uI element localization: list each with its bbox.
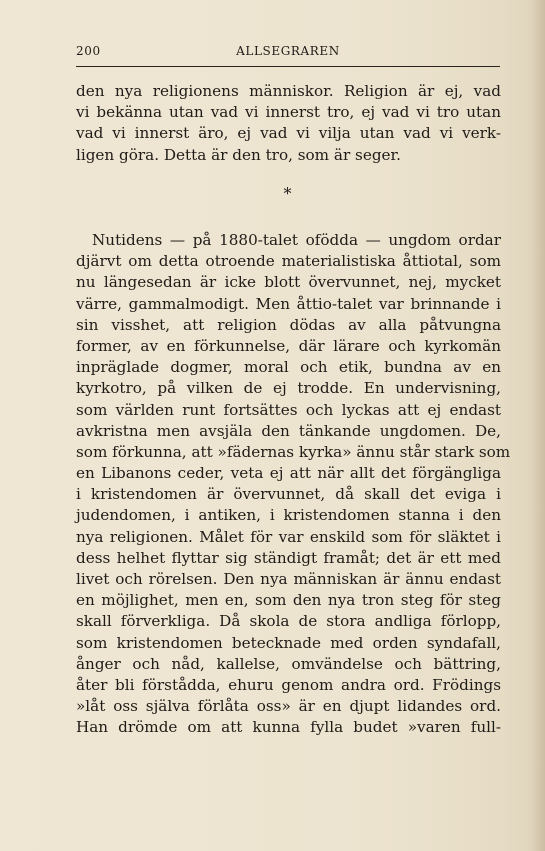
header-rule (76, 66, 500, 67)
text-line: ånger och nåd, kallelse, omvändelse och bättring, (76, 654, 501, 673)
text-line: kyrkotro, på vilken de ej trodde. En undervisning, (76, 379, 501, 398)
text-line: former, av en förkunnelse, där lärare och kyrkomän (76, 336, 501, 355)
page-edge-shadow (531, 0, 545, 851)
paragraph-1 (76, 81, 501, 166)
text-line: nu längesedan är icke blott övervunnet, nej, mycket (76, 273, 501, 292)
text-line: en möjlighet, men en, som den nya tron steg för steg (76, 591, 501, 610)
text-line: den nya religionens människor. Religion är ej, vad (76, 82, 501, 100)
section-divider-asterisk: * (283, 184, 292, 203)
text-line: värre, gammalmodigt. Men åttio-talet var brinnande i (76, 294, 501, 313)
page-header (76, 44, 500, 64)
text-line: skall förverkliga. Då skola de stora andliga förlopp, (76, 612, 501, 631)
text-line: djärvt om detta otroende materialistiska åttiotal, som (76, 252, 501, 271)
text-line: sin visshet, att religion dödas av alla påtvungna (76, 315, 501, 334)
page-number: 200 (76, 44, 101, 58)
running-title: ALLSEGRAREN (236, 44, 340, 58)
text-line: dess helhet flyttar sig ständigt framåt; det är ett med (76, 548, 501, 567)
text-line: Han drömde om att kunna fylla budet »varen full- (76, 718, 501, 737)
text-line: livet och rörelsen. Den nya människan är ännu endast (76, 570, 501, 588)
text-line: judendomen, i antiken, i kristendomen stanna i den (76, 506, 501, 525)
text-line: åter bli förstådda, ehuru genom andra ord. Frödings (76, 675, 501, 694)
text-line: som kristendomen betecknade med orden syndafall, (76, 633, 501, 652)
text-line: som förkunna, att »fädernas kyrka» ännu står stark som (76, 442, 511, 461)
text-line: som världen runt fortsättes och lyckas att ej endast (76, 400, 501, 419)
text-line: vi bekänna utan vad vi innerst tro, ej vad vi tro utan (76, 103, 501, 122)
text-line: ligen göra. Detta är den tro, som är seger. (76, 145, 401, 164)
text-line: nya religionen. Målet för var enskild som för släktet i (76, 527, 501, 546)
text-line: en Libanons ceder, veta ej att när allt det förgängliga (76, 464, 501, 483)
text-line: Nutidens — på 1880-talet ofödda — ungdom ordar (92, 231, 501, 249)
text-line: i kristendomen är övervunnet, då skall det eviga i (76, 485, 501, 504)
paragraph-2 (76, 230, 511, 739)
text-line: avkristna men avsjäla den tänkande ungdomen. De, (76, 421, 501, 440)
text-line: vad vi innerst äro, ej vad vi vilja utan vad vi verk- (76, 124, 501, 143)
text-line: inpräglade dogmer, moral och etik, bundna av en (76, 358, 501, 377)
text-line: »låt oss själva förlåta oss» är en djupt lidandes ord. (76, 697, 501, 716)
